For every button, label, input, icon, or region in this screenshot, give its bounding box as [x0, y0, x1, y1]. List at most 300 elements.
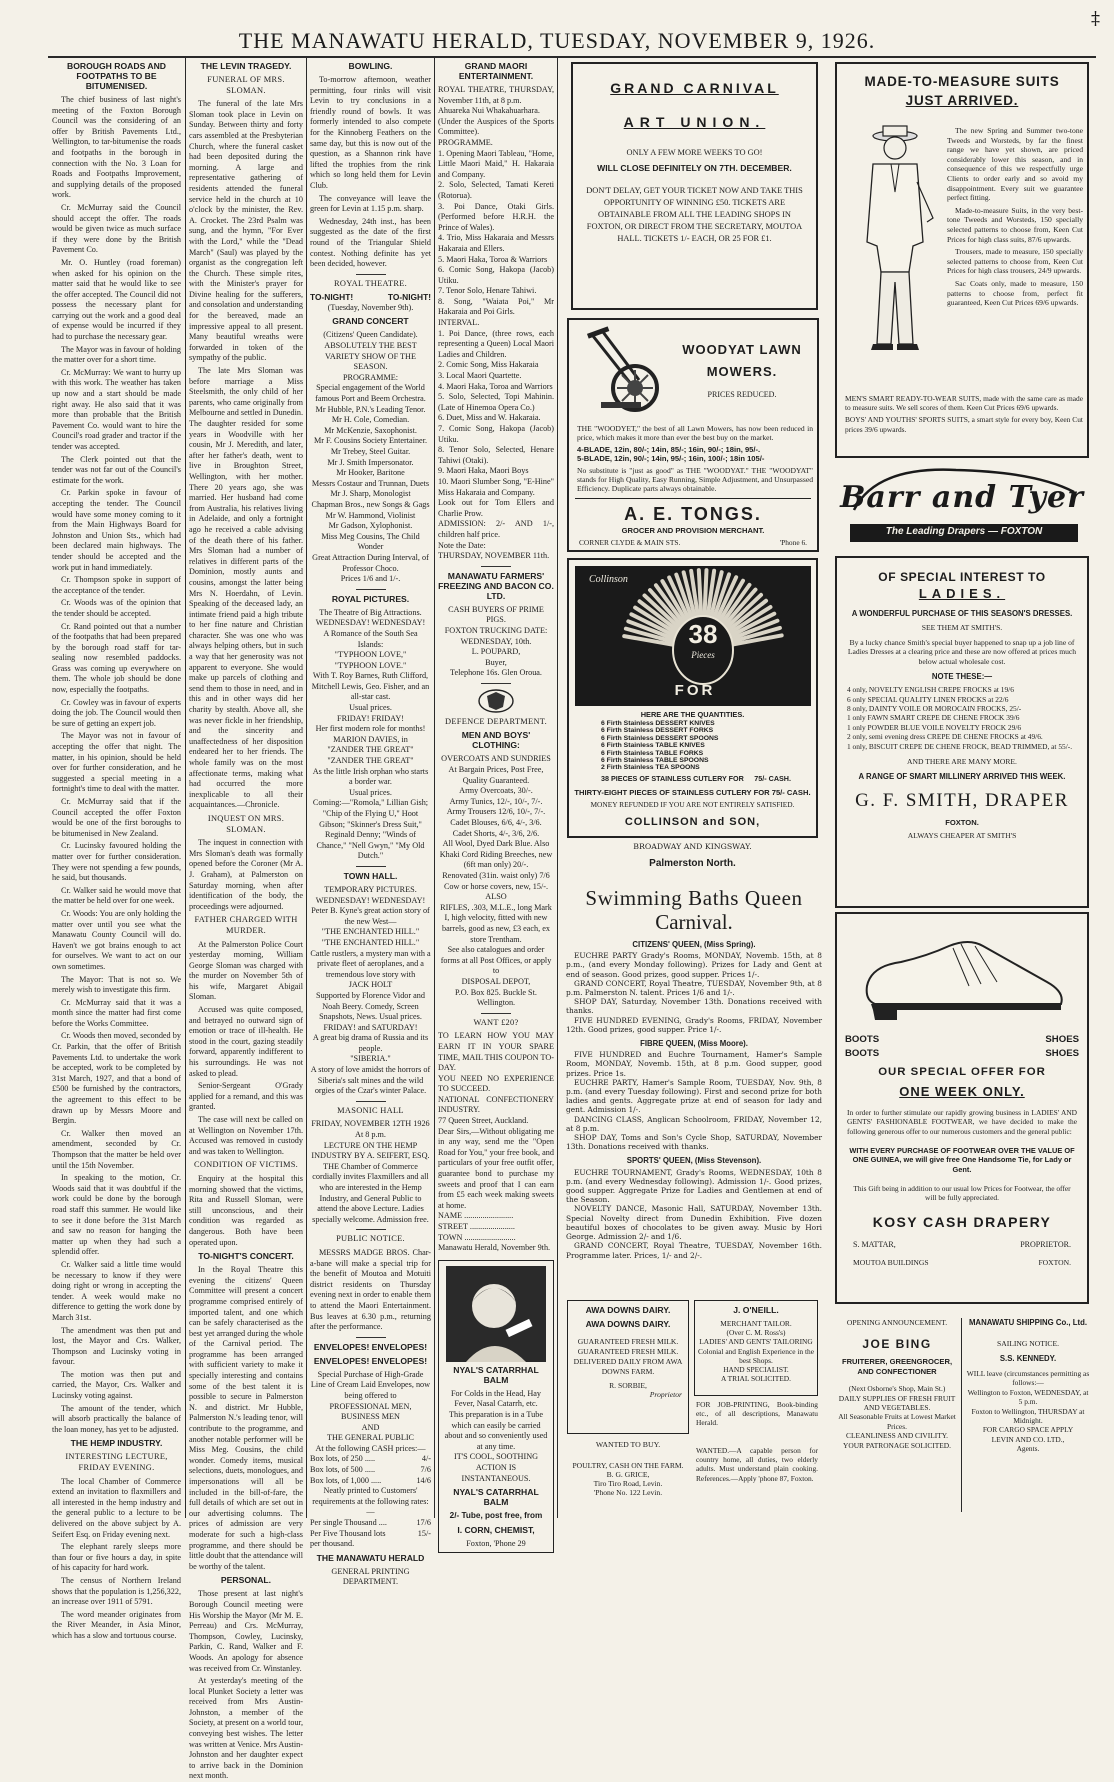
ad-nyal-title: NYAL'S CATARRHAL BALM [453, 1364, 539, 1385]
paragraph: Cr. McMurray: We want to hurry up with this work. The weather has taken up now and a start should be made right away. He also said that it was more than probable that the British Pavement Co. would want to hire the Council's road grader and tractor if the tender was accepted. [52, 367, 181, 451]
swim-event: GRAND CONCERT, Royal Theatre, TUESDAY, November 9th, at 8 p.m. Palmerston N. talent. Prices 1/6 and 1/-. [566, 978, 822, 998]
pictures-line: Usual prices. [349, 703, 392, 713]
column-rule [185, 58, 186, 1518]
maori-line: Ahuareka Nui Whakahuarhara. [438, 106, 540, 116]
paragraph: Cr. Cowley was in favour of experts doing the job. The Council would then be sure of getting an expert job. [52, 697, 181, 728]
barr-tyer-wordmark: Barr and Tyer [840, 480, 1084, 515]
shipping-ship: S.S. KENNEDY. [999, 1354, 1057, 1363]
barr-tyer-logo [836, 462, 1088, 550]
maori-line: INTERVAL. [438, 318, 480, 328]
ad-woodyat-sub: PRICES REDUCED. [707, 390, 777, 399]
paragraph: The Mayor: That is not so. We merely wish to investigate this firm. [52, 974, 181, 995]
ad-carnival-line: WILL CLOSE DEFINITELY ON 7TH. DECEMBER. [597, 163, 792, 173]
column-rule [306, 58, 307, 1518]
maori-line: PROGRAMME. [438, 137, 493, 147]
shipping-line: Wellington to Foxton, WEDNESDAY, at 5 p.m. [967, 1387, 1089, 1407]
awa-title: AWA DOWNS DAIRY. [585, 1305, 671, 1315]
maori-line: 1. Opening Maori Tableau, "Home, Little Maori Maid," H. Hakaraia and Company. [438, 148, 554, 179]
swim-event: EUCHRE PARTY, Hamer's Sample Room, TUESDAY, Nov. 9th, 8 p.m. (and every Tuesday following). First and second prize for both ladies and gents. Aggregate prize at end of season for lady and gent. Admission 1/-. [566, 1077, 822, 1115]
defence-line: Army Overcoats, 30/-. [459, 786, 533, 796]
swim-event: GRAND CONCERT, Royal Theatre, TUESDAY, November 16th. Programme later. Prices, 1/- and 2/-. [566, 1241, 822, 1260]
smith-sub: SEE THEM AT SMITH'S. [921, 623, 1003, 632]
column-4 [438, 58, 554, 1548]
joebing-name: JOE BING [862, 1337, 932, 1351]
article-subtitle: FUNERAL OF MRS. SLOMAN. [207, 75, 285, 95]
ad-defence-head: MEN AND BOYS' CLOTHING: [461, 730, 531, 751]
ad-town-hall-title: TOWN HALL. [343, 870, 398, 881]
paragraph: Cr. McMurray said the Council should accept the offer. The roads would be given twice as much surface if they were done by the British Pavement Co. [52, 202, 181, 255]
price-row: Box lots, of 1,000 ..... 14/6 [310, 1475, 431, 1485]
smith-item: 6 only SPECIAL QUALITY LINEN FROCKS at 22/6 [847, 694, 1009, 704]
paragraph: Cr. Rand pointed out that a number of the footpaths that had been prepared by the borough road staff for tar-sealing now resembled paddocks. Grass was coming up everywhere on them. The whole job should be done now, especially the footpaths. [52, 621, 181, 695]
envelopes-line: THE GENERAL PUBLIC [326, 1433, 415, 1443]
cutlery-head: HERE ARE THE QUANTITIES. [640, 710, 745, 719]
shipping-notice: SAILING NOTICE. [996, 1339, 1059, 1348]
ad-carnival-title: GRAND CARNIVAL [610, 80, 779, 96]
swim-event: EUCHRE PARTY Grady's Rooms, MONDAY, Novemb. 15th, at 8 p.m., (and every Monday following). Prizes for Lady and Gent at end of season. Good prizes, good supper. Prices 1/-. [566, 951, 822, 979]
programme-line: Mr Trebey, Steel Guitar. [330, 447, 411, 456]
ad-farmers-body [438, 605, 554, 679]
ad-nyal-address: Foxton, 'Phone 29 [466, 1538, 526, 1548]
paragraph: Accused was quite composed, and betrayed no outward sign of emotion or trace of ill-health. He stood in the court, gazing steadily forward, apparently indifferent to his surroundings. He was not asked to plead. [189, 1005, 303, 1078]
programme-line: PROGRAMME: [342, 372, 399, 382]
joebing-body [836, 1384, 958, 1450]
ad-woodyat-title: MOWERS. [706, 364, 778, 379]
programme-line: Mr W. Hammond, Violinist [325, 510, 416, 520]
price-row: per thousand. [310, 1539, 355, 1549]
crest-icon [476, 688, 516, 714]
ad-maori-title: GRAND MAORI ENTERTAINMENT. [458, 61, 534, 81]
joebing-line: DAILY SUPPLIES OF FRESH FRUIT AND VEGETABLES. [838, 1393, 956, 1412]
oneill-line: LADIES' AND GENTS' TAILORING [699, 1337, 813, 1347]
boots-text: This Gift being in addition to our usual low Prices for Footwear, the offer will be fully appreciated. [853, 1184, 1071, 1203]
swim-section-head: FIBRE QUEEN, (Miss Moore). [640, 1039, 748, 1049]
maori-line: 2. Solo, Selected, Tamati Kereti (Rotorua). [438, 180, 554, 200]
swim-title: Carnival. [655, 910, 733, 934]
ad-tongs-sub: GROCER AND PROVISION MERCHANT. [621, 526, 765, 535]
price-row: Per Five Thousand lots 15/- [310, 1528, 431, 1538]
ad-nyal-title: NYAL'S CATARRHAL BALM [453, 1487, 539, 1508]
ad-swimming-carnival [566, 886, 822, 1286]
ad-want-body [438, 1031, 554, 1253]
swim-event: FIVE HUNDRED and Euchre Tournament, Hamer's Sample Room, MONDAY, Novemb. 15th, at 8 p.m. Good supper, good prizes. Price 1s. [566, 1050, 822, 1078]
paragraph: The funeral of the late Mrs Sloman took place in Levin on Sunday. Between thirty and forty cars assembled at the Presbyterian Church, where the funeral casket had been deposited during the morning. A large and representative gathering of residents attended the funeral service held in the church at 10 o'clock by the minister, the Rev. A. Crocket. The 23rd Psalm was sung, and the hymn, "For Ever with the Lord," while the "Dead March" (Saul) was played by the organist as the congregation left the Church. These simple rites, with the Minister's prayer for Divine healing for the sufferers, and consolation and understanding for the bereaved, made an impressive appeal to all present. Many beautiful wreaths were forwarded in token of the sympathy of the public. [189, 99, 303, 363]
defence-line: At Bargain Prices, Post Free, Quality Guaranteed. [448, 765, 544, 785]
oneill-title: J. O'NEILL. [733, 1305, 779, 1315]
awa-body [568, 1337, 688, 1377]
ad-gf-smith [835, 556, 1089, 908]
programme-line: ABSOLUTELY THE BEST VARIETY SHOW OF THE SEASON. [324, 341, 417, 372]
townhall-line: Supported by Florence Vidor and Noah Beery. Comedy, Screen Snapshots, News. Usual prices. [316, 990, 425, 1022]
awa-line: DELIVERED DAILY FROM AWA DOWNS FARM. [573, 1357, 683, 1376]
paragraph: The amount of the tender, which will absorb practically the balance of the loan money, has yet to be adjusted. [52, 1403, 181, 1434]
maori-line: 7. Tenor Solo, Henare Tahiwi. [438, 286, 537, 296]
ad-royal-date: (Tuesday, November 9th). [327, 302, 414, 312]
maori-line: (Under the Auspices of the Sports Committee). [438, 116, 554, 137]
ad-want-title: WANT £20? [473, 1017, 519, 1027]
want-line: Manawatu Herald, November 9th. [438, 1243, 551, 1253]
article-title: BOROUGH ROADS AND FOOTPATHS TO BE BITUMENISED. [67, 61, 166, 91]
maori-line: 3. Poi Dance, Otaki Girls. (Performed before H.R.H. the Prince of Wales). [438, 201, 554, 232]
ad-wanted-buy [567, 1440, 689, 1516]
nyal-line: This preparation is in a Tube which can easily be carried about and so conveniently used at any time. [444, 1409, 548, 1451]
article-title: BOWLING. [348, 61, 393, 71]
awa-line: GUARANTEED FRESH MILK. [577, 1337, 679, 1346]
cutlery-item: 6 Firth Stainless DESSERT KNIVES [601, 720, 715, 727]
envelopes-line: Special Purchase of High-Grade Line of Cream Laid Envelopes, now being offered to [310, 1369, 431, 1400]
article-body [189, 1589, 303, 1782]
ad-woodyat-body [577, 424, 813, 494]
woodyat-price-line: 5-BLADE, 12in, 90/-; 14in, 95/-; 16in, 100/-; 18in 105/- [577, 454, 765, 464]
want-line: TO LEARN HOW YOU MAY EARN IT IN YOUR SPARE TIME, MAIL THIS COUPON TO-DAY. [438, 1031, 554, 1073]
column-2 [189, 58, 303, 1781]
masonic-line: At 8 p.m. [355, 1130, 386, 1140]
cutlery-item: 6 Firth Stainless DESSERT FORKS [601, 727, 714, 735]
paragraph: The Clerk pointed out that the tender was not far out of the Council's estimate for the work. [52, 454, 181, 485]
swim-event: NOVELTY DANCE, Masonic Hall, SATURDAY, November 13th. Special Novelty direct from Dunedin Exhibition. Five dozen beautiful boxes of chocolates to be given away. Music by Hori George. Admission 2/- and 1/6. [566, 1204, 822, 1242]
smith-item: 8 only, DAINTY VOILE OR MOROCAIN FROCKS, 25/- [847, 704, 1022, 714]
pictures-line: "TYPHOON LOVE," [334, 650, 407, 660]
ad-royal-concert: GRAND CONCERT [332, 316, 409, 327]
pictures-line: As the little Irish orphan who starts a border war. [312, 766, 429, 787]
defence-line: DISPOSAL DEPOT, [461, 976, 531, 986]
ad-defence-title: DEFENCE DEPARTMENT. [445, 716, 547, 726]
paragraph: Cr. Walker then moved an amendment, seconded by Cr. Thompson that the matter be held over until the 15th November. [52, 1128, 181, 1170]
price-row: Box lots, of 250 ..... 4/- [310, 1454, 431, 1464]
cutlery-total: 38 PIECES OF STAINLESS CUTLERY FOR 75/- CASH. [601, 774, 791, 783]
pictures-line: The Theatre of Big Attractions. [319, 607, 422, 617]
pictures-line: Her first modern role for months! MARION DAVIES, in [315, 724, 426, 744]
joebing-line: (Next Osborne's Shop, Main St.) [848, 1384, 946, 1394]
paragraph: The conveyance will leave the green for Levin at 1.15 p.m. sharp. [310, 193, 431, 214]
kosy-owner: S. MATTAR, PROPRIETOR. [853, 1240, 1071, 1249]
cutlery-item: 6 Firth Stainless TABLE FORKS [601, 749, 704, 757]
paragraph: The case will next be called on at Wellington on November 17th. Accused was removed in custody and was taken to Wellington. [189, 1115, 303, 1156]
maori-line: 9. Maori Haka, Maori Boys [438, 466, 529, 476]
defence-line: Cadet Shorts, 4/-, 3/6, 2/6. [452, 828, 540, 838]
townhall-line: WEDNESDAY! WEDNESDAY! [315, 895, 426, 905]
programme-line: Prices 1/6 and 1/-. [340, 574, 401, 584]
swim-event: DANCING CLASS, Anglican Schoolroom, FRIDAY, November 12, at 8 p.m. [566, 1114, 822, 1133]
shipping-line: LEVIN AND CO. LTD., [991, 1434, 1065, 1444]
paragraph: Wednesday, 24th inst., has been suggested as the date of the first round of the Triangular Shield contest. Nothing definite has yet been decided, however. [310, 216, 431, 269]
ad-notice-title: PUBLIC NOTICE. [336, 1234, 405, 1244]
paragraph: The motion was then put and carried, the Mayor, Crs. Walker and Lucinsky voting against. [52, 1369, 181, 1401]
maori-line: 7. Comic Song, Hakopa (Jacob) Utiku. [438, 424, 554, 444]
cutlery-item: 2 Firth Stainless TEA SPOONS [601, 764, 700, 772]
townhall-line: A great big drama of Russia and its people. [312, 1033, 429, 1053]
pictures-line: FRIDAY! FRIDAY! [337, 713, 404, 723]
cutlery-refund: MONEY REFUNDED IF YOU ARE NOT ENTIRELY SATISFIED. [590, 800, 795, 809]
masonic-line: FRIDAY, NOVEMBER 12TH 1926 [311, 1119, 430, 1129]
nyal-line: For Colds in the Head, Hay Fever, Nasal Catarrh, etc. [450, 1388, 542, 1409]
joebing-head: OPENING ANNOUNCEMENT. [846, 1318, 948, 1327]
programme-line: Mr Hubble, P.N.'s Leading Tenor. [315, 404, 426, 414]
townhall-line: TEMPORARY PICTURES. [324, 884, 417, 894]
article-subtitle: FATHER CHARGED WITH MURDER. [194, 915, 298, 935]
ad-carnival-title: ART UNION. [623, 114, 766, 130]
ad-envelopes-prices [310, 1454, 431, 1486]
paragraph: The word meander originates from the River Meander, in Asia Minor, which has a slow and tortuous course. [52, 1609, 181, 1640]
shoe-icon [857, 926, 1071, 1024]
townhall-line: "THE ENCHANTED HILL." [321, 927, 420, 937]
suits-title: MADE-TO-MEASURE SUITS [864, 74, 1060, 89]
oneill-line: Colonial and English Experience in the best Shops. [698, 1346, 814, 1365]
defence-line: RIFLES, .303, M.L.E., long Mark I, high velocity, fitted with new barrels, good as new, £3 each, ex store Trentham. [440, 902, 552, 944]
boots-label: BOOTS [845, 1048, 880, 1059]
maori-line: ROYAL THEATRE, THURSDAY, November 11th, at 8 p.m. [438, 85, 554, 105]
programme-line: Mr McKenzie, Saxophonist. [324, 425, 417, 435]
ad-farmers-title: MANAWATU FARMERS' FREEZING AND BACON CO. LTD. [438, 570, 554, 601]
suits-text: MEN'S SMART READY-TO-WEAR SUITS, made with the same care as made to measure suits. We sell scores of them. Keen Cut Prices 69/6 upwards. [845, 394, 1083, 413]
ad-woodyat-text: THE "WOODYET," the best of all Lawn Mowers, has now been reduced in price, which makes it more than ever the best buy on the market. [577, 424, 813, 443]
masthead: THE MANAWATU HERALD, TUESDAY, NOVEMBER 9, 1926. [238, 28, 876, 53]
collinson-town: Palmerston North. [649, 858, 736, 869]
smith-range: A RANGE OF SMART MILLINERY ARRIVED THIS WEEK. [858, 772, 1066, 782]
ad-town-hall-body [310, 885, 431, 1097]
masonic-line: LECTURE ON THE HEMP INDUSTRY BY A. SEIFERT, ESQ. [311, 1140, 430, 1161]
pictures-line: With T. Roy Barnes, Ruth Clifford, Mitchell Lewis, Geo. Fisher, and an all-star cast. [311, 671, 430, 702]
maori-line: 6. Comic Song, Hakopa (Jacob) Utiku. [438, 265, 554, 285]
oneill-line: MERCHANT TAILOR. [720, 1319, 792, 1328]
article-subtitle: INQUEST ON MRS. SLOMAN. [207, 813, 285, 834]
lawn-mower-icon [575, 326, 667, 416]
programme-line: Mr J. Sharp, Monologist [330, 489, 411, 499]
programme-line: Chapman Bros., new Songs & Gags [311, 499, 430, 509]
defence-line: Cow or horse covers, new, 15/-. [443, 881, 549, 891]
maori-line: 4. Maori Haka, Toroa and Warriors [438, 381, 553, 391]
ad-nyal-price: 2/- Tube, post free, from [449, 1511, 543, 1521]
pictures-line: "ZANDER THE GREAT" [327, 745, 414, 755]
farmers-line: FOXTON TRUCKING DATE: [444, 625, 548, 635]
programme-line: (Citizens' Queen Candidate). [323, 330, 418, 340]
ad-manawatu-shipping [966, 1318, 1090, 1514]
suits-text: BOYS' AND YOUTHS' SPORTS SUITS, a smart style for every boy, Keen Cut prices 39/6 upwards. [845, 415, 1083, 434]
article-subtitle: INTERESTING LECTURE, FRIDAY EVENING. [65, 1452, 168, 1473]
awa-title: AWA DOWNS DAIRY. [585, 1319, 671, 1329]
smith-more: AND THERE ARE MANY MORE. [907, 757, 1017, 767]
programme-line: Mr J. Smith Impersonator. [327, 457, 414, 467]
paragraph: The census of Northern Ireland shows that the population is 1,256,322, an increase over 1911 of 5791. [52, 1575, 181, 1607]
article-body [52, 95, 181, 1435]
ad-nyal-body [442, 1389, 550, 1484]
ad-oneill-tailor [694, 1300, 818, 1396]
townhall-line: "THE ENCHANTED HILL." [321, 937, 420, 947]
article-body [189, 940, 303, 1158]
ad-envelopes-body [310, 1486, 431, 1518]
paragraph: The Mayor was not in favour of accepting the offer that night. The matter, in his opinion, should be held over for further consideration, and he suggested a special meeting in a fortnight's time to deal with the matter. [52, 731, 181, 794]
farmers-line: Buyer, [485, 657, 507, 667]
maori-line: 8. Tenor Solo, Selected, Henare Tahiwi (Otaki). [438, 445, 554, 465]
swim-event: SHOP DAY, Toms and Son's Cycle Shop, SATURDAY, November 13th. Donations received with thanks. [566, 1133, 822, 1152]
paragraph: In the Royal Theatre this evening the citizens' Queen Committee will present a concert programme comprised entirely of imported talent, and one which can be safely characterised as the best yet arranged during the whole of the Carnival period. The programme has been arranged with sufficient variety to make it specially interesting and contains some of the best talent it is possible to secure in Palmerston N. and district. Mr Hubble, Palmerston N.'s leading tenor, will contribute to the programme, and another notable performer will be Miss Meg. Cousins, the child wonder. Comedy items, musical selections, duets, monologues, and impersonations will all be included in the bill-of-fare, the full details of which are set out in our advertising columns. The prices of admission are very moderate for such a high-class programme, and there should be little doubt that the attendance will be worthy of the talent. [189, 1265, 303, 1571]
swim-events [566, 940, 822, 1260]
wanted-title: WANTED TO BUY. [595, 1440, 661, 1449]
pictures-line: A Romance of the South Sea Islands: [323, 628, 418, 649]
ad-envelopes-head: ENVELOPES! ENVELOPES! [313, 1355, 428, 1366]
joebing-line: All Seasonable Fruits at Lowest Market Prices. [838, 1412, 956, 1431]
smith-item: 1 only POWDER BLUE VOILE NOVELTY FROCK 29/6 [847, 722, 1022, 732]
ad-royal-theatre-title: ROYAL THEATRE. [333, 278, 408, 288]
shoes-label: SHOES [1045, 1048, 1079, 1059]
cutlery-list [601, 720, 801, 772]
article-body [189, 1174, 303, 1248]
maori-line: 1. Poi Dance, (three rows, each representing a Queen) Local Maori Ladies and Children. [438, 328, 554, 359]
smith-title: LADIES. [918, 586, 1006, 601]
paragraph: The local Chamber of Commerce extend an invitation to flaxmillers and all interested in the hemp industry and the general public to a lecture to be delivered on the above subject by A. Seifert Esq. on Friday evening next. [52, 1476, 181, 1539]
ad-wanted-person: WANTED.—A capable person for country home, all duties, two elderly adults. Must understand plain cooking. References.—Apply 'phone 87, Foxton. [696, 1446, 818, 1483]
ad-made-to-measure-suits [835, 62, 1089, 458]
ad-masonic-title: MASONIC HALL [337, 1105, 404, 1115]
smith-town: FOXTON. [945, 818, 979, 828]
ad-tongs-title: A. E. TONGS. [624, 504, 762, 524]
ad-nyal [438, 1260, 554, 1554]
ad-notice-body: MESSRS MADGE BROS. Char-a-bane will make a special trip for the benefit of Moutoa and Motuiti district residents on Thursday evening next in order to enable them to attend the Maori Entertainment. Bus leaves at 6.30 p.m., returning after the performance. [310, 1247, 431, 1332]
shipping-line: Foxton to Wellington, THURSDAY at Midnight. [971, 1406, 1085, 1426]
suits-text: Made-to-measure Suits, in the very best-tone Tweeds and Worsteds, 150 specially selected patterns to choose from, Keen Cut Prices for high class suits, 87/6 upwards. [947, 205, 1083, 244]
cutlery-for: FOR [674, 682, 716, 699]
smith-note: NOTE THESE:— [931, 672, 993, 682]
ad-carnival-line: ONLY A FEW MORE WEEKS TO GO! [626, 148, 763, 157]
cutlery-item: 6 Firth Stainless TABLE SPOONS [601, 757, 709, 765]
programme-line: Messrs Costaur and Trunnan, Duets [311, 478, 430, 488]
townhall-line: FRIDAY! and SATURDAY! [323, 1022, 418, 1032]
ad-maori-programme [438, 85, 554, 562]
ad-royal-programme [310, 330, 431, 584]
boots-head: WITH EVERY PURCHASE OF FOOTWEAR OVER THE VALUE OF ONE GUINEA, we will give free One Handsome Tie, for Lady or Gent. [849, 1146, 1075, 1174]
column-1 [52, 58, 181, 1640]
maori-line: Note the Date: [438, 540, 486, 550]
wanted-name: B. G. GRICE, [606, 1470, 650, 1479]
paragraph: In speaking to the motion, Cr. Woods said that it was doubtful if the work could be done by the borough road staff this summer. He would like to see it done before the 31st March and saw no reason for hanging the matter up when they had such a splendid offer. [52, 1173, 181, 1257]
ad-job-printing: FOR JOB-PRINTING, Book-binding etc., of all descriptions, Manawatu Herald. [696, 1400, 818, 1428]
nyal-line: IT'S COOL, SOOTHING ACTION IS INSTANTANEOUS. [453, 1452, 539, 1483]
programme-line: Mr H. Cole, Comedian. [331, 415, 410, 425]
suits-body [947, 126, 1083, 308]
swim-event: FIVE HUNDRED EVENING, Grady's Rooms, FRIDAY, November 12th. Good prizes, good supper. Price 1/-. [566, 1015, 822, 1034]
paragraph: At yesterday's meeting of the local Plunket Society a letter was received from Mrs Austin-Johnston, a member of the Society, at present on a world tour, conveying best wishes. The letter was written at Venice. Mrs Austin-Johnston and her daughter expect to arrive back in the Dominion next month. [189, 1676, 303, 1781]
joebing-line: YOUR PATRONAGE SOLICITED. [843, 1440, 951, 1450]
boots-text: In order to further stimulate our rapidly growing business in LADIES' AND GENTS' FASHIONABLE FOOTWEAR, we have decided to make the following generous offer to our numerous customers and the general public: [847, 1108, 1077, 1136]
boots-label: BOOTS [845, 1034, 880, 1045]
paragraph: Cr. McMurray said that it was a month since the matter had first come before the Works Committee. [52, 997, 181, 1028]
pictures-line: WEDNESDAY! WEDNESDAY! [315, 618, 426, 628]
paragraph: Cr. McMurray said that if the Council accepted the offer Foxton would be one of the first boroughs to be bitumenised in New Zealand. [52, 797, 181, 838]
paragraph: To-morrow afternoon, weather permitting, four rinks will visit Levin to try conclusions in a friendly round of bowls. It was formerly intended to also compete for the Kinnoberg Feathers on the same day, but this is now out of the question, as a Shannon rink have lifted the trophies from the rink which so long held them for Levin Club. [310, 75, 431, 190]
townhall-line: A story of love amidst the horrors of Siberia's salt mines and the wild orgies of the Czar's winter Palace. [310, 1065, 431, 1096]
defence-line: All Wool, Dyed Dark Blue. Also Khaki Cord Riding Breeches, new (6ft man only) 20/-. [439, 839, 553, 870]
maori-line: ADMISSION: 2/- AND 1/-, children half price. [438, 519, 554, 539]
cutlery-badge-sub: Pieces [691, 650, 715, 660]
envelopes-line: Neatly printed to Customers' requirements at the following rates:— [312, 1486, 429, 1517]
ad-awa-dairy [567, 1300, 689, 1434]
barr-tyer-tagline: The Leading Drapers — FOXTON [885, 526, 1043, 537]
ad-envelopes-footer: GENERAL PRINTING DEPARTMENT. [331, 1566, 410, 1587]
envelopes-line: AND [361, 1422, 380, 1432]
article-title: PERSONAL. [220, 1575, 272, 1586]
cutlery-maker: Collinson [589, 574, 628, 585]
wanted-phone: 'Phone No. 122 Levin. [593, 1488, 663, 1497]
pictures-line: "TYPHOON LOVE." [334, 660, 407, 670]
ad-royal-pictures-body [310, 608, 431, 862]
collinson-name: COLLINSON and SON, [624, 816, 761, 828]
townhall-line: Peter B. Kyne's great action story of the new West— [311, 906, 430, 926]
price-row: Box lots, of 500 ..... 7/6 [310, 1465, 431, 1475]
paragraph: Cr. Woods was of the opinion that the tender should be accepted. [52, 598, 181, 618]
smith-items [847, 685, 1077, 751]
ad-envelopes-head: ENVELOPES! ENVELOPES! [313, 1341, 428, 1352]
townhall-line: "SIBERIA." [350, 1054, 391, 1064]
oneill-line: (Over C. M. Ross's) [726, 1328, 786, 1338]
awa-line: GUARANTEED FRESH MILK. [577, 1347, 679, 1356]
want-line: Dear Sirs,—Without obligating me in any way, send me the "Open Road for You," your free book, and particulars of your free outfit offer, guarantee bond to purchase my sweets and proof that I can earn from £5 each week making sweets at home. [438, 1126, 554, 1210]
paragraph: The amendment was then put and lost, the Mayor and Crs. Walker, Thompson and Lucinsky voting in favour. [52, 1325, 181, 1367]
defence-line: Army Tunics, 12/-, 10/-, 7/-. [449, 796, 543, 806]
ad-royal-tonight: TO-NIGHT! TO-NIGHT! [310, 292, 431, 303]
maori-line: 10. Maori Slumber Song, "E-Hine" Miss Hakaraia and Company. [438, 476, 554, 497]
oneill-body [695, 1319, 817, 1383]
shipping-line: Agents. [1016, 1444, 1040, 1454]
ad-carnival-line: DON'T DELAY, GET YOUR TICKET NOW AND TAKE THIS OPPORTUNITY OF WINNING £50. TICKETS ARE OBTAINABLE FROM ALL THE LEADING SHOPS IN FOXTON, OR DIRECT FROM THE SECRETARY, MOUTOA HALL. TICKETS 1/- EACH, OR 25 FOR £1. [586, 186, 803, 243]
want-line: 77 Queen Street, Auckland. [438, 1116, 529, 1126]
shipping-title: MANAWATU SHIPPING Co., Ltd. [968, 1318, 1088, 1327]
want-line: NAME ........................ [438, 1211, 514, 1221]
programme-line: Miss Meg Cousins, The Child Wonder [321, 531, 420, 552]
maori-line: 2. Comic Song, Miss Hakaraia [438, 360, 539, 370]
maori-line: 5. Solo, Selected, Topi Mahinin. (Late of Hinemoa Opera Co.) [438, 392, 554, 412]
article-body [189, 838, 303, 912]
paragraph: At the Palmerston Police Court yesterday morning, William George Sloman was charged with the murder on November 5th of his wife, Margaret Abigail Sloman. [189, 939, 303, 1002]
ad-masonic-body [310, 1119, 431, 1225]
suits-text: The new Spring and Summer two-tone Tweeds and Worsteds, by far the finest range we have yet shown, are priced considerably lower this season, and in consequence of this we respectfully urge Clients to order early and so avoid my disappointment. Every suit we guarantee perfect fitting. [947, 126, 1083, 203]
paragraph: Enquiry at the hospital this morning showed that the victims, Rita and Russell Sloman, were still unconscious, and their condition was regarded as dangerous. Both have been operated upon. [189, 1173, 303, 1247]
woodyat-price-line: 4-BLADE, 12in, 80/-; 14in, 85/-; 16in, 90/-; 18in, 95/-. [577, 444, 761, 454]
suits-text: Trousers, made to measure, 150 specially selected patterns to choose from, Keen Cut Prices for high class trousers, 24/9 upwards. [947, 247, 1083, 276]
want-line: NATIONAL CONFECTIONERY INDUSTRY. [438, 1094, 554, 1115]
paragraph: The chief business of last night's meeting of the Foxton Borough Council was the considering of an offer by British Pavements Ltd., Wellington, to tar-bitumenise the roads and footpaths in the borough in connection with the No. 3 Loan for Roads and Footpaths Improvement, and supplying details of the proposed work. [52, 95, 181, 200]
defence-line: See also catalogues and order forms at all Post Offices, or apply to [440, 945, 552, 976]
kosy-firm: KOSY CASH DRAPERY [872, 1214, 1052, 1230]
swim-event: EUCHRE TOURNAMENT, Grady's Rooms, WEDNESDAY, 10th 8 p.m. (and every Wednesday following). Admission 1/-. Good prizes, good supper. Aggregate Prize for Ladies and Gentlemen at end of the Season. [566, 1167, 822, 1205]
pictures-line: Usual prices. [349, 787, 392, 797]
wanted-addr: Tiro Tiro Road, Levin. [593, 1479, 663, 1488]
paragraph: Cr. Woods then moved, seconded by Cr. Parkin, that the offer of British Pavements Ltd. to undertake the work be accepted, work to be completed by 31st March, 1927, and that a bond of £500 be furnished by the contractors, the agreement to this effect to be drawn up by Messrs Moore and Bergin. [52, 1031, 181, 1126]
defence-line: Cadet Blouses, 6/6, 4/-, 3/6. [450, 818, 542, 828]
shipping-line: FOR CARGO SPACE APPLY [982, 1425, 1074, 1435]
paragraph: Cr. Thompson spoke in support of the acceptance of the tender. [52, 575, 181, 595]
paragraph: The elephant rarely sleeps more than four or five hours a day, in spite of his capacity for hard work. [52, 1542, 181, 1573]
ad-woodyat-prices [577, 445, 813, 464]
paragraph: The late Mrs Sloman was before marriage a Miss Steelsmith, the only child of her parents, who came originally from Melbourne and settled in Dunedin. The daughter resided for some years in Woodville with her cousin, Mr J. Meredith, and later, after her father's death, went to live in Broughton Street, Wellington, with her mother. There 20 years ago, she was married. Her husband had come from Australia, his relatives living in Adelaide, and only a fortnight ago he received a cable advising of the death there of his father. Mrs Sloman had a number of relatives in different parts of the Dominion, mostly aunts and cousins, amongst the latter being Mrs N. Hoerdahn, of Levin. Speaking of the deceased lady, an intimate friend paid a high tribute to her fine nature and Christian character. She was one who was always helping others, but in such a way that her generosity was not apparent to everyone. She would make up parcels of clothing and send them to those in need, and in this and in other ways did her charity by stealth. Above all, she was never fickle in her friendship, and the sincerity and unaffectedness of her disposition endeared her to her friends. The whole family was on the most affectionate terms, making what had occurred the more inexplicable to all their acquaintances.—Chronicle. [189, 366, 303, 810]
programme-line: Mr F. Cousins Society Entertainer. [313, 436, 428, 446]
shoes-label: SHOES [1045, 1034, 1079, 1045]
cutlery-badge: 38 [688, 619, 718, 649]
ad-woodyat [567, 318, 819, 552]
column-3 [310, 58, 431, 1587]
paragraph: The inquest in connection with Mrs Sloman's death was formally opened before the Coroner (Mr A. J. Graham), at Palmerston on Saturday morning, when after identification of the body, the proceedings were adjourned. [189, 838, 303, 911]
paragraph: Mr. O. Huntley (road foreman) when asked for his opinion on the matter said that he would like to see the offer accepted. The Council did not possess the necessary plant for carrying out the work and a good deal of expense would be incurred if they had to purchase the necessary gear. [52, 257, 181, 342]
oneill-line: HAND SPECIALIST. [723, 1365, 789, 1375]
farmers-line: Telephone 16s. Glen Oroua. [450, 668, 542, 678]
joebing-line: CLEANLINESS AND CIVILITY. [846, 1431, 948, 1441]
envelopes-line: BUSINESS MEN [341, 1412, 400, 1422]
ad-envelopes-prices [310, 1518, 431, 1550]
programme-line: Special engagement of the World famous Port and Beem Orchestra. [315, 383, 426, 404]
awa-owner-title: Proprietor [649, 1390, 682, 1399]
joebing-trade: FRUITERER, GREENGROCER, AND CONFECTIONER [841, 1357, 953, 1376]
want-line: TOWN ......................... [438, 1232, 516, 1242]
farmers-line: L. POUPARD, [471, 647, 521, 657]
